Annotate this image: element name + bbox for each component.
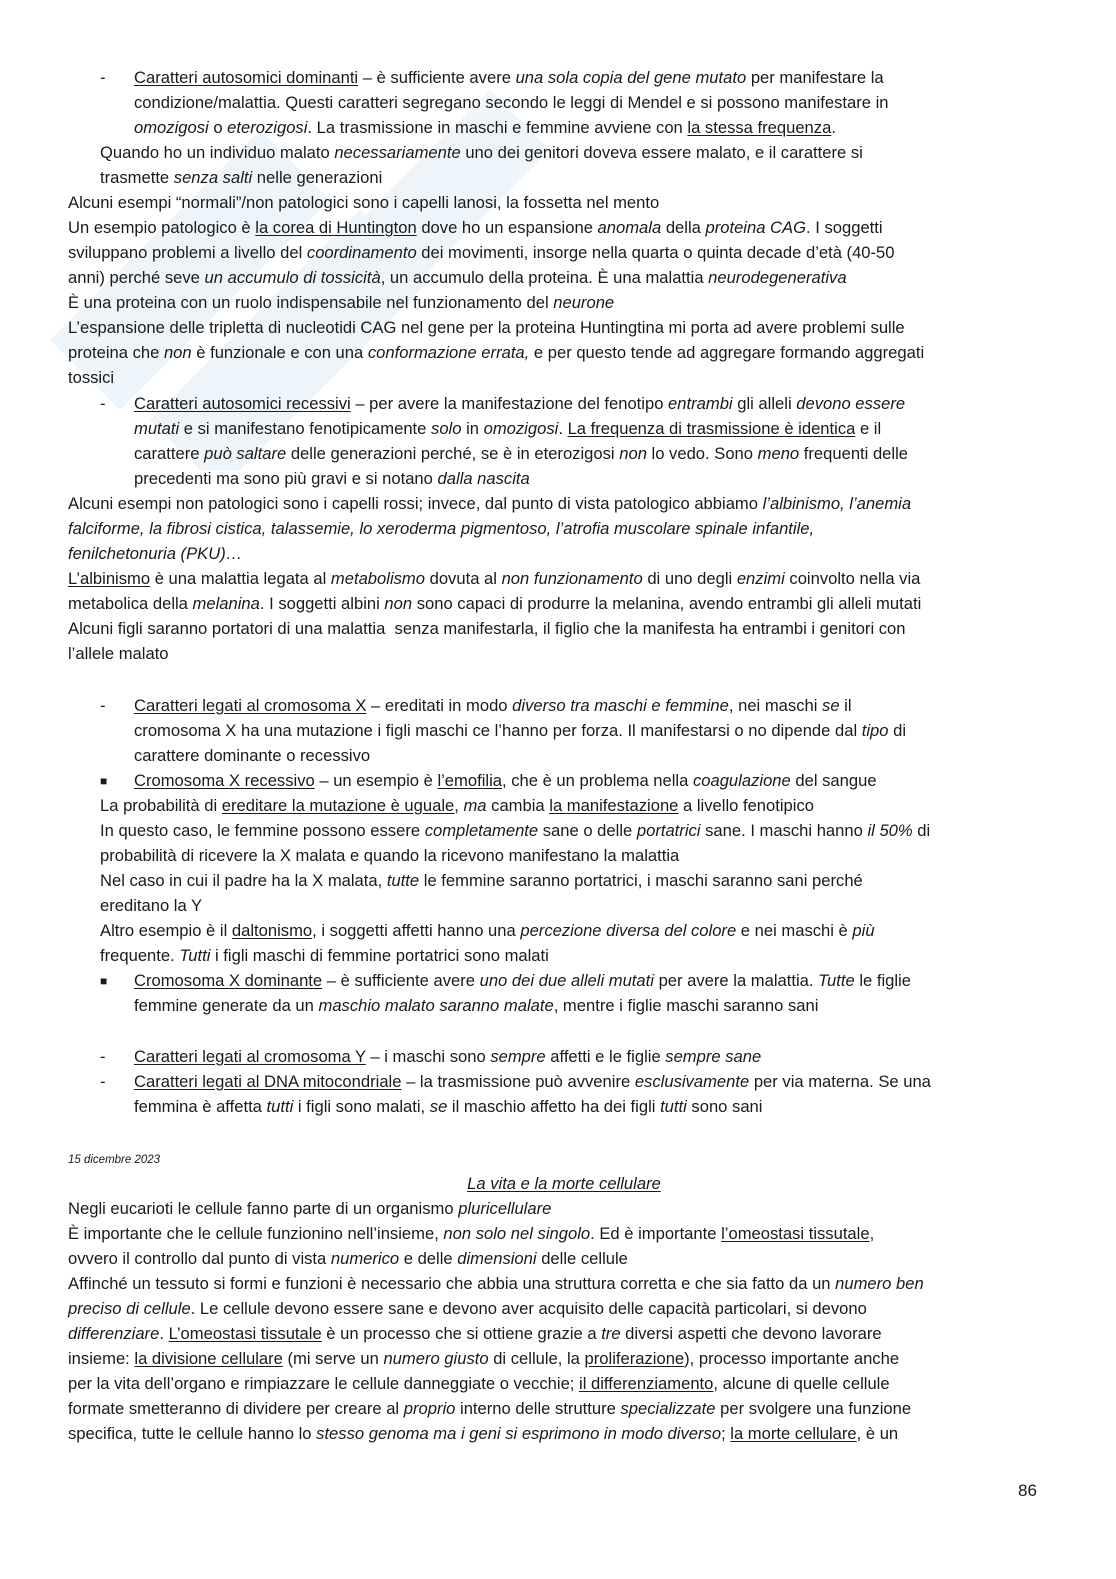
text-line: Caratteri legati al cromosoma Y – i maschi sono sempre affetti e le figlie sempre sane: [134, 1047, 762, 1066]
text-line: frequente. Tutti i figli maschi di femmine portatrici sono malati: [100, 946, 549, 965]
text-line: Negli eucarioti le cellule fanno parte di un organismo pluricellulare: [68, 1199, 552, 1218]
text-line: metabolica della melanina. I soggetti albini non sono capaci di produrre la melanina, avendo entrambi gli alleli mutati: [68, 594, 922, 613]
text-line: Cromosoma X recessivo – un esempio è l’emofilia, che è un problema nella coagulazione del sangue: [134, 771, 877, 790]
text-line: È importante che le cellule funzionino nell’insieme, non solo nel singolo. Ed è importante l’omeostasi tissutale,: [68, 1224, 875, 1243]
text-line: Alcuni esempi “normali”/non patologici sono i capelli lanosi, la fossetta nel mento: [68, 193, 660, 212]
text-line: specifica, tutte le cellule hanno lo stesso genoma ma i geni si esprimono in modo diverso; la morte cellulare, è un: [68, 1424, 899, 1443]
text-line: Caratteri autosomici dominanti – è sufficiente avere una sola copia del gene mutato per manifestare la: [134, 68, 884, 87]
text-line: carattere dominante o recessivo: [134, 746, 371, 765]
text-line: differenziare. L’omeostasi tissutale è un processo che si ottiene grazie a tre diversi aspetti che devono lavorare: [68, 1324, 882, 1343]
text-line: mutati e si manifestano fenotipicamente solo in omozigosi. La frequenza di trasmissione è identica e il: [134, 419, 882, 438]
text-line: Alcuni esempi non patologici sono i capelli rossi; invece, dal punto di vista patologico abbiamo l’albinismo, l’anemia: [68, 494, 912, 513]
text-line: Caratteri autosomici recessivi – per avere la manifestazione del fenotipo entrambi gli alleli devono essere: [134, 394, 906, 413]
text-line: Affinché un tessuto si formi e funzioni è necessario che abbia una struttura corretta e che sia fatto da un numero ben: [68, 1274, 924, 1293]
text-line: omozigosi o eterozigosi. La trasmissione in maschi e femmine avviene con la stessa frequenza.: [134, 118, 836, 137]
text-line: anni) perché seve un accumulo di tossicità, un accumulo della proteina. È una malattia neurodegenerativa: [68, 268, 847, 287]
text-line: falciforme, la fibrosi cistica, talassemie, lo xeroderma pigmentoso, l’atrofia muscolare spinale infantile,: [68, 519, 815, 538]
page-number: 86: [1018, 1481, 1037, 1500]
text-line: preciso di cellule. Le cellule devono essere sane e devono aver acquisito delle capacità particolari, si devono: [68, 1299, 867, 1318]
text-line: formate smetteranno di dividere per creare al proprio interno delle strutture specializzate per svolgere una funzione: [68, 1399, 912, 1418]
text-line: trasmette senza salti nelle generazioni: [100, 168, 383, 187]
text-line: Cromosoma X dominante – è sufficiente avere uno dei due alleli mutati per avere la malattia. Tutte le figlie: [134, 971, 911, 990]
text-line: La probabilità di ereditare la mutazione è uguale, ma cambia la manifestazione a livello fenotipico: [100, 796, 815, 815]
text-line: Caratteri legati al DNA mitocondriale – la trasmissione può avvenire esclusivamente per via materna. Se una: [134, 1072, 931, 1091]
text-line: per la vita dell’organo e rimpiazzare le cellule danneggiate o vecchie; il differenziamento, alcune di quelle cellule: [68, 1374, 890, 1393]
text-line: sviluppano problemi a livello del coordinamento dei movimenti, insorge nella quarta o quinta decade d’età (40-50: [68, 243, 895, 262]
text-line: Alcuni figli saranno portatori di una malattia senza manifestarla, il figlio che la manifesta ha entrambi i genitori con: [68, 619, 906, 638]
text-line: femmina è affetta tutti i figli sono malati, se il maschio affetto ha dei figli tutti sono sani: [134, 1097, 763, 1116]
text-line: ovvero il controllo dal punto di vista numerico e delle dimensioni delle cellule: [68, 1249, 628, 1268]
text-line: In questo caso, le femmine possono essere completamente sane o delle portatrici sane. I maschi hanno il 50% di: [100, 821, 931, 840]
text-line: insieme: la divisione cellulare (mi serve un numero giusto di cellule, la proliferazione), processo importante anche: [68, 1349, 900, 1368]
text-line: L’espansione delle tripletta di nucleotidi CAG nel gene per la proteina Huntingtina mi porta ad avere problemi sulle: [68, 318, 905, 337]
text-line: femmine generate da un maschio malato saranno malate, mentre i figlie maschi saranno sani: [134, 996, 819, 1015]
text-line: Quando ho un individuo malato necessariamente uno dei genitori doveva essere malato, e il carattere si: [100, 143, 863, 162]
text-line: l’allele malato: [68, 644, 169, 663]
text-line: cromosoma X ha una mutazione i figli maschi ce l’hanno per forza. Il manifestarsi o no dipende dal tipo di: [134, 721, 907, 740]
text-line: ereditano la Y: [100, 896, 203, 915]
text-line: Nel caso in cui il padre ha la X malata, tutte le femmine saranno portatrici, i maschi saranno sani perché: [100, 871, 863, 890]
text-line: condizione/malattia. Questi caratteri segregano secondo le leggi di Mendel e si possono manifestare in: [134, 93, 889, 112]
text-line: probabilità di ricevere la X malata e quando la ricevono manifestano la malattia: [100, 846, 680, 865]
text-line: precedenti ma sono più gravi e si notano dalla nascita: [134, 469, 530, 488]
text-line: Altro esempio è il daltonismo, i soggetti affetti hanno una percezione diversa del colore e nei maschi è più: [100, 921, 875, 940]
text-line: Caratteri legati al cromosoma X – ereditati in modo diverso tra maschi e femmine, nei maschi se il: [134, 696, 852, 715]
section-title: La vita e la morte cellulare: [467, 1174, 661, 1193]
text-line: fenilchetonuria (PKU)…: [68, 544, 243, 563]
text-line: proteina che non è funzionale e con una conformazione errata, e per questo tende ad aggregare formando aggregati: [68, 343, 925, 362]
text-line: L’albinismo è una malattia legata al metabolismo dovuta al non funzionamento di uno degli enzimi coinvolto nella via: [68, 569, 921, 588]
text-line: È una proteina con un ruolo indispensabile nel funzionamento del neurone: [68, 293, 615, 312]
text-line: tossici: [68, 368, 115, 387]
text-line: Un esempio patologico è la corea di Huntington dove ho un espansione anomala della proteina CAG. I soggetti: [68, 218, 883, 237]
text-line: carattere può saltare delle generazioni perché, se è in eterozigosi non lo vedo. Sono meno frequenti delle: [134, 444, 909, 463]
date-label: 15 dicembre 2023: [68, 1154, 161, 1166]
